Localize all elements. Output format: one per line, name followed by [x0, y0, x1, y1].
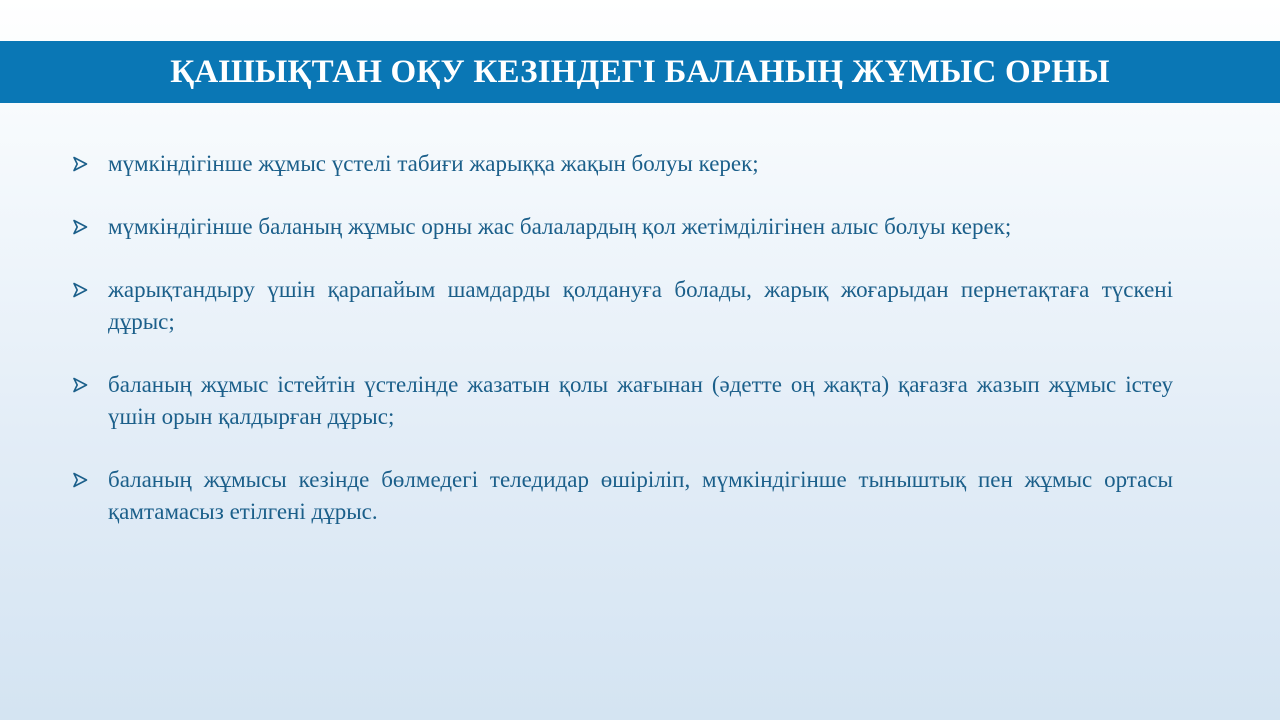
arrowhead-bullet-icon: [72, 369, 108, 401]
bullet-text: баланың жұмысы кезінде бөлмедегі теледидар өшіріліп, мүмкіндігінше тыныштық пен жұмыс ортасы қамтамасыз етілгені дұрыс.: [108, 467, 1173, 524]
bullet-text: баланың жұмыс істейтін үстелінде жазатын қолы жағынан (әдетте оң жақта) қағазға жазып жұмыс істеу үшін орын қалдырған дұрыс;: [108, 372, 1173, 429]
bullet-item: [72, 369, 1173, 433]
bullet-item: [72, 464, 1173, 528]
slide-title: ҚАШЫҚТАН ОҚУ КЕЗІНДЕГІ БАЛАНЫҢ ЖҰМЫС ОРНЫ: [170, 53, 1110, 90]
bullet-text: мүмкіндігінше баланың жұмыс орны жас балалардың қол жетімділігінен алыс болуы керек;: [108, 214, 1012, 239]
bullet-item: [72, 148, 1173, 180]
bullet-list: [72, 148, 1173, 528]
bullet-item: [72, 274, 1173, 338]
arrowhead-bullet-icon: [72, 211, 108, 243]
arrowhead-bullet-icon: [72, 148, 108, 180]
bullet-text: мүмкіндігінше жұмыс үстелі табиғи жарыққа жақын болуы керек;: [108, 151, 759, 176]
title-bar: [0, 41, 1280, 103]
arrowhead-bullet-icon: [72, 464, 108, 496]
bullet-item: [72, 211, 1173, 243]
arrowhead-bullet-icon: [72, 274, 108, 306]
bullet-text: жарықтандыру үшін қарапайым шамдарды қолдануға болады, жарық жоғарыдан пернетақтаға түскені дұрыс;: [108, 277, 1173, 334]
